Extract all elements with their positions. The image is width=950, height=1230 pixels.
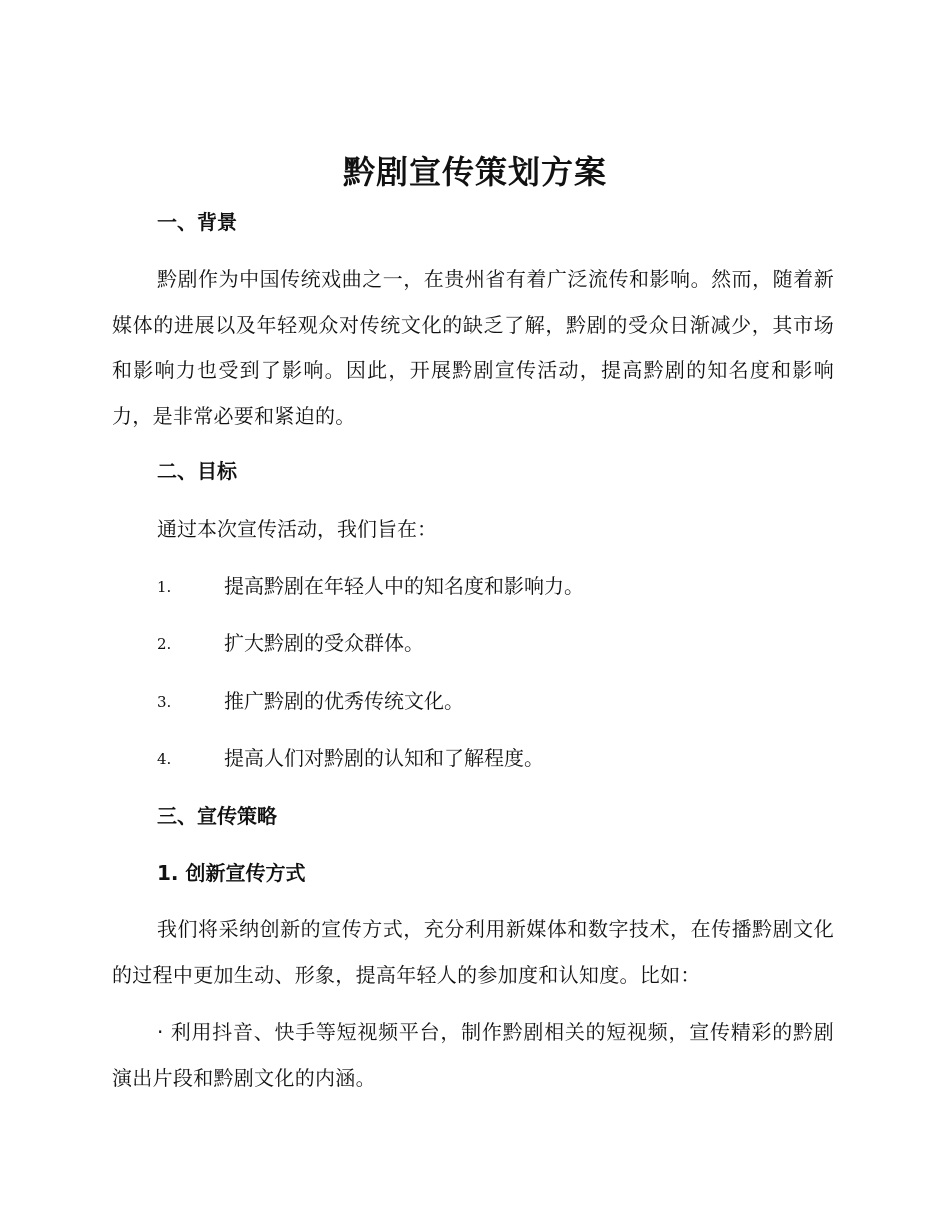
list-item-text: 提高黔剧在年轻人中的知名度和影响力。 (224, 574, 584, 598)
list-item-number: 1. (157, 578, 172, 596)
subsection-heading-innovation: 1. 创新宣传方式 (157, 861, 306, 885)
list-item-number: 2. (157, 635, 172, 653)
section-heading-background: 一、背景 (157, 210, 237, 234)
list-item-number: 3. (157, 693, 172, 711)
list-item-number: 4. (157, 750, 172, 768)
list-item-text: 扩大黔剧的受众群体。 (224, 631, 424, 655)
goals-intro: 通过本次宣传活动，我们旨在： (157, 517, 437, 541)
section-heading-goals: 二、目标 (157, 459, 237, 483)
document-title: 黔剧宣传策划方案 (342, 153, 607, 191)
background-paragraph: 黔剧作为中国传统戏曲之一，在贵州省有着广泛流传和影响。然而，随着新媒体的进展以及年轻观众对传统文化的缺乏了解，黔剧的受众日渐减少，其市场和影响力也受到了影响。因此，开展黔剧宣传活动，提高黔剧的知名度和影响力，是非常必要和紧迫的。 (112, 267, 834, 429)
strategy-bullet: · 利用抖音、快手等短视频平台，制作黔剧相关的短视频，宣传精彩的黔剧演出片段和黔剧文化的内涵。 (112, 1020, 834, 1090)
section-heading-strategy: 三、宣传策略 (157, 804, 277, 828)
list-item-text: 提高人们对黔剧的认知和了解程度。 (224, 746, 544, 770)
list-item-text: 推广黔剧的优秀传统文化。 (224, 689, 464, 713)
strategy-paragraph: 我们将采纳创新的宣传方式，充分利用新媒体和数字技术，在传播黔剧文化的过程中更加生动、形象，提高年轻人的参加度和认知度。比如： (112, 917, 834, 987)
